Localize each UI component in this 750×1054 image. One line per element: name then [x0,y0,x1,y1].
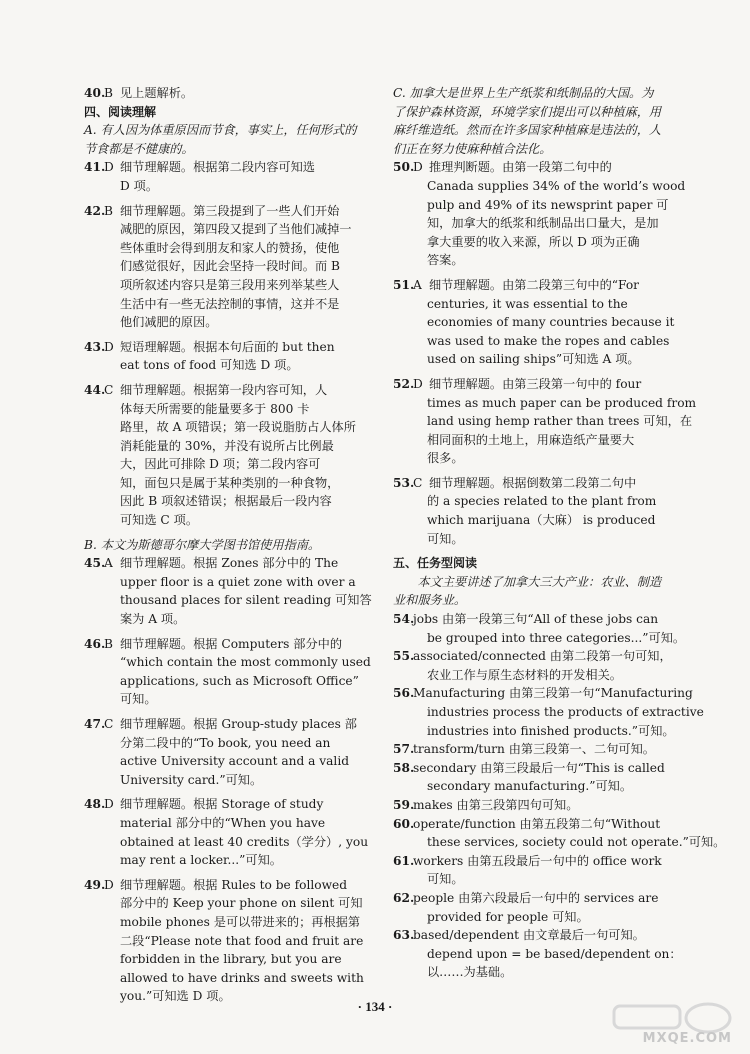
answer-continuation-line: provided for people 可知。 [427,909,589,924]
answer-letter: D [104,797,114,812]
answer-continuation-line: was used to make the ropes and cables [427,333,670,348]
answer-explanation: 细节理解题。根据第二段内容可知选 [120,160,315,175]
answer-letter: D [104,877,114,892]
section-heading: 四、阅读理解 [84,104,157,119]
answer-letter: B [104,203,113,218]
passage-summary-line: 本文主要讲述了加拿大三大产业：农业、制造 [417,574,662,589]
answer-explanation: 细节理解题。根据 Zones 部分中的 The [120,556,339,571]
question-number: 49. [84,877,106,892]
watermark-text: MXQE.COM [642,1031,732,1046]
answer-line [393,375,689,394]
answer-explanation: operate/function 由第五段第二句“Without [413,816,661,831]
answer-line [84,158,368,177]
question-number: 45. [84,556,106,571]
answer-continuation-line: 体每天所需要的能量要多于 800 卡 [120,401,310,416]
answer-letter: A [413,277,422,292]
answer-line [84,795,368,814]
answer-line [84,202,368,221]
answer-letter: C [104,382,114,397]
answer-continuation-line: may rent a locker...”可知。 [120,853,282,868]
answer-continuation-line: 很多。 [427,451,464,466]
answer-continuation-line: 拿大重要的收入来源，所以 D 项为正确 [427,234,640,249]
answer-explanation: 短语理解题。根据本句后面的 but then [120,339,335,354]
passage-summary-line: 业和服务业。 [393,593,467,608]
section-heading: 五、任务型阅读 [393,556,478,571]
answer-line [393,684,693,703]
answer-explanation: transform/turn 由第三段第一、二句可知。 [413,742,655,757]
answer-letter: B [104,636,113,651]
answer-continuation-line: depend upon = be based/dependent on： [427,946,682,961]
answer-continuation-line: 相同面积的土地上，用麻造纸产量要大 [427,432,635,447]
answer-continuation-line: upper floor is a quiet zone with over a [120,574,356,589]
answer-line [393,815,689,834]
answer-line [393,796,689,815]
answer-letter: B [104,86,113,100]
answer-explanation: 推理判断题。由第一段第二句中的 [429,160,612,175]
answer-letter: D [413,160,423,175]
answer-line [393,647,689,666]
answer-continuation-line: 们感觉很好，因此会坚持一段时间。而 B [120,259,341,274]
question-number: 41. [84,160,106,175]
answer-line [84,338,368,357]
answer-line [393,759,689,778]
answer-explanation: 细节理解题。根据倒数第二段第二句中 [429,475,637,490]
question-number: 55. [393,649,415,664]
answer-continuation-line: secondary manufacturing.”可知。 [427,779,633,794]
answer-continuation-line: 知，加拿大的纸浆和纸制品出口量大，是加 [427,216,659,231]
answer-continuation-line: forbidden in the library, but you are [120,952,342,967]
answer-continuation-line: be grouped into three categories...”可知。 [427,630,686,645]
question-number: 50. [393,160,415,175]
answer-continuation-line: you.”可知选 D 项。 [120,989,231,1004]
answer-continuation-line: 可知。 [427,872,464,887]
question-number: 46. [84,636,106,651]
answer-continuation-line: 以……为基础。 [427,965,513,980]
answer-continuation-line: 分第二段中的“To book, you need an [120,735,331,750]
answer-letter: A [104,556,113,571]
question-number: 63. [393,928,415,943]
answer-continuation-line: 可知选 C 项。 [120,513,199,528]
answer-continuation-line: 路里，故 A 项错误；第一段说脂肪占人体所 [120,420,356,435]
answer-continuation-line: material 部分中的“When you have [120,815,326,830]
question-number: 53. [393,475,415,490]
answer-explanation: Manufacturing 由第三段第一句“Manufacturing [413,686,693,701]
question-number: 57. [393,742,415,757]
question-number: 52. [393,376,415,391]
answer-continuation-line: “which contain the most commonly used [120,655,371,670]
answer-continuation-line: mobile phones 是可以带进来的；再根据第 [120,914,361,929]
page-number: · 134 · [357,999,393,1014]
answer-line [84,876,368,895]
answer-explanation: workers 由第五段最后一句中的 office work [413,853,662,868]
answer-continuation-line: 的 a species related to the plant from [427,494,657,509]
answer-continuation-line: industries into finished products.”可知。 [427,723,675,738]
question-number: 59. [393,797,415,812]
answer-continuation-line: 部分中的 Keep your phone on silent 可知 [120,896,363,911]
answer-explanation: 见上题解析。 [120,86,194,100]
answer-continuation-line: centuries, it was essential to the [427,296,628,311]
passage-summary-line: 节食都是不健康的。 [84,141,194,156]
answer-continuation-line: 因此 B 项叙述错误；根据最后一段内容 [120,494,332,509]
answer-continuation-line: obtained at least 40 credits（学分）, you [120,834,369,849]
answer-explanation: 细节理解题。根据 Storage of study [120,797,324,812]
answer-continuation-line: applications, such as Microsoft Office” [120,673,359,688]
answer-explanation: people 由第六段最后一句中的 services are [413,890,659,905]
answer-line [393,852,689,871]
answer-continuation-line: 二段“Please note that food and fruit are [120,933,364,948]
question-number: 43. [84,339,106,354]
passage-summary-line: C. 加拿大是世界上生产纸浆和纸制品的大国。为 [393,86,654,100]
answer-continuation-line: allowed to have drinks and sweets with [120,970,364,985]
answer-explanation: secondary 由第三段最后一句“This is called [413,760,665,775]
answer-letter: C [104,717,114,731]
answer-explanation: makes 由第三段第四句可知。 [413,797,579,812]
answer-continuation-line: used on sailing ships”可知选 A 项。 [427,352,640,367]
answer-line [393,610,689,629]
answer-letter: C [413,475,423,490]
answer-continuation-line: land using hemp rather than trees 可知，在 [427,414,693,429]
passage-summary-line: 麻纤维造纸。然而在许多国家种植麻是违法的，人 [393,123,662,138]
passage-summary-line: 们正在努力使麻种植合法化。 [393,141,552,156]
answer-continuation-line: 减肥的原因，第四段又提到了当他们减掉一 [120,222,352,237]
answer-continuation-line: 项所叙述内容只是第三段用来列举某些人 [120,277,340,292]
answer-line [393,926,689,945]
answer-continuation-line: 些体重时会得到朋友和家人的赞扬，使他 [120,240,340,255]
answer-continuation-line: 答案。 [427,253,464,268]
answer-continuation-line: 农业工作与原生态材料的开发相关。 [427,667,622,682]
answer-continuation-line: 他们减肥的原因。 [120,315,218,330]
question-number: 48. [84,797,106,812]
answer-continuation-line: active University account and a valid [120,754,350,769]
answer-line [84,635,368,654]
answer-explanation: 细节理解题。第三段提到了一些人们开始 [120,203,340,218]
answer-line [393,276,689,295]
answer-continuation-line: 大，因此可排除 D 项；第二段内容可 [120,457,321,472]
answer-explanation: 细节理解题。根据 Group-study places 部 [120,717,357,731]
answer-explanation: 细节理解题。根据第一段内容可知，人 [120,382,328,397]
question-number: 40. [84,86,106,100]
answer-explanation: 细节理解题。根据 Computers 部分中的 [120,636,343,651]
answer-line [393,740,689,759]
answer-explanation: 细节理解题。由第二段第三句中的“For [429,277,639,292]
question-number: 51. [393,277,415,292]
answer-letter: D [104,160,114,175]
answer-line [84,84,368,103]
answer-line [393,158,689,177]
question-number: 56. [393,686,415,701]
answer-explanation: associated/connected 由第二段第一句可知， [413,649,672,664]
left-column [84,84,372,1006]
question-number: 47. [84,717,106,731]
answer-continuation-line: which marijuana（大麻） is produced [427,513,656,528]
answer-line [393,474,689,493]
answer-explanation: 细节理解题。由第三段第一句中的 four [429,376,642,391]
answer-line [84,381,368,400]
answer-explanation: based/dependent 由文章最后一句可知。 [413,928,645,943]
question-number: 44. [84,382,106,397]
question-number: 54. [393,612,415,627]
answer-continuation-line: 可知。 [427,531,464,546]
answer-continuation-line: 知，面包只是属于某种类别的一种食物， [120,475,340,490]
question-number: 62. [393,890,415,905]
answer-continuation-line: pulp and 49% of its newsprint paper 可 [427,197,669,212]
answer-continuation-line: eat tons of food 可知选 D 项。 [120,358,299,373]
question-number: 58. [393,760,415,775]
question-number: 60. [393,816,415,831]
answer-letter: D [413,376,423,391]
answer-line [84,715,368,734]
answer-explanation: jobs 由第一段第三句“All of these jobs can [413,612,659,627]
answer-continuation-line: D 项。 [120,178,159,193]
answer-continuation-line: 生活中有一些无法控制的事情，这并不是 [120,296,340,311]
passage-summary-line: 了保护森林资源，环境学家们提出可以种植麻，用 [393,104,662,119]
passage-summary-line: A. 有人因为体重原因而节食，事实上，任何形式的 [84,123,357,138]
answer-continuation-line: University card.”可知。 [120,772,263,787]
answer-continuation-line: 可知。 [120,692,157,707]
answer-continuation-line: 案为 A 项。 [120,612,186,627]
answer-line [84,554,368,573]
answer-continuation-line: industries process the products of extractive [427,705,704,719]
answer-continuation-line: Canada supplies 34% of the world’s wood [427,178,686,193]
answer-continuation-line: economies of many countries because it [427,315,675,330]
answer-explanation: 细节理解题。根据 Rules to be followed [120,877,348,892]
passage-summary-line: B. 本文为斯德哥尔摩大学图书馆使用指南。 [84,537,321,552]
answer-continuation-line: these services, society could not operate.”可知。 [427,835,726,850]
question-number: 42. [84,203,106,218]
answer-continuation-line: times as much paper can be produced from [427,395,697,410]
answer-continuation-line: thousand places for silent reading 可知答 [120,593,372,608]
right-column [393,84,726,982]
answer-continuation-line: 消耗能量的 30%，并没有说所占比例最 [120,438,334,453]
answer-letter: D [104,339,114,354]
answer-line [393,889,689,908]
question-number: 61. [393,853,415,868]
watermark [608,1000,736,1046]
